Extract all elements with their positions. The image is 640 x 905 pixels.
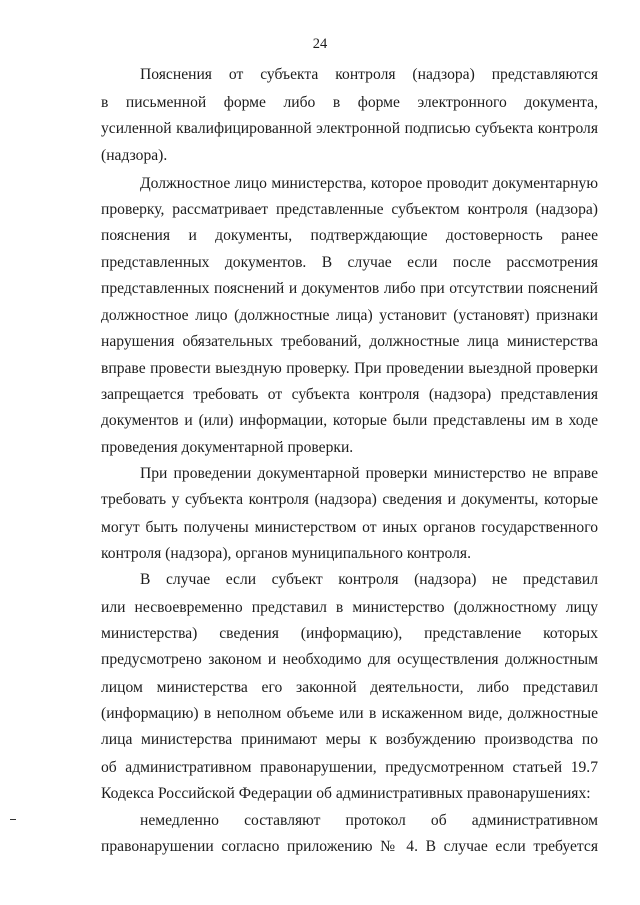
text-line: Должностное лицо министерства, которое проводит документарную xyxy=(140,175,598,192)
text-line: Кодекса Российской Федерации об административных правонарушениях: xyxy=(101,785,591,802)
text-line: представленных документов. В случае если после рассмотрения xyxy=(101,254,598,271)
text-line: требовать у субъекта контроля (надзора) сведения и документы, которые xyxy=(101,491,598,508)
text-line: При проведении документарной проверки министерство не вправе xyxy=(140,465,598,482)
text-line: правонарушении согласно приложению № 4. В случае если требуется xyxy=(101,838,598,855)
text-line: контроля (надзора), органов муниципального контроля. xyxy=(101,545,472,562)
text-line: лица министерства принимают меры к возбуждению производства по xyxy=(101,731,598,748)
text-line: в письменной форме либо в форме электронного документа, xyxy=(101,94,598,111)
text-line: запрещается требовать от субъекта контроля (надзора) представления xyxy=(101,386,598,403)
text-line: вправе провести выездную проверку. При проведении выездной проверки xyxy=(101,360,598,377)
text-line: проведения документарной проверки. xyxy=(101,439,354,456)
text-line: об административном правонарушении, предусмотренном статьей 19.7 xyxy=(101,759,598,776)
page-number: 24 xyxy=(312,36,328,52)
text-line: должностное лицо (должностные лица) установит (установят) признаки xyxy=(101,307,598,324)
text-line: или несвоевременно представил в министерство (должностному лицу xyxy=(101,599,598,616)
text-line: представленных пояснений и документов либо при отсутствии пояснений xyxy=(101,280,598,297)
text-line: лицом министерства его законной деятельности, либо представил xyxy=(101,679,598,696)
text-line: проверку, рассматривает представленные субъектом контроля (надзора) xyxy=(101,201,598,218)
text-line: (информацию) в неполном объеме или в искаженном виде, должностные xyxy=(101,705,598,722)
text-line: Пояснения от субъекта контроля (надзора) представляются xyxy=(140,66,598,83)
text-line: усиленной квалифицированной электронной подписью субъекта контроля xyxy=(101,120,598,137)
text-line: министерства) сведения (информацию), представление которых xyxy=(101,625,598,642)
text-line: пояснения и документы, подтверждающие достоверность ранее xyxy=(101,227,598,244)
text-line: В случае если субъект контроля (надзора) не представил xyxy=(140,571,598,588)
text-line: предусмотрено законом и необходимо для осуществления должностным xyxy=(101,651,598,668)
text-line: могут быть получены министерством от иных органов государственного xyxy=(101,519,598,536)
text-line: (надзора). xyxy=(101,147,168,164)
text-line: нарушения обязательных требований, должностные лица министерства xyxy=(101,333,598,350)
text-line: немедленно составляют протокол об административном xyxy=(140,812,598,829)
margin-mark xyxy=(10,819,16,820)
text-line: документов и (или) информации, которые были представлены им в ходе xyxy=(101,412,598,429)
